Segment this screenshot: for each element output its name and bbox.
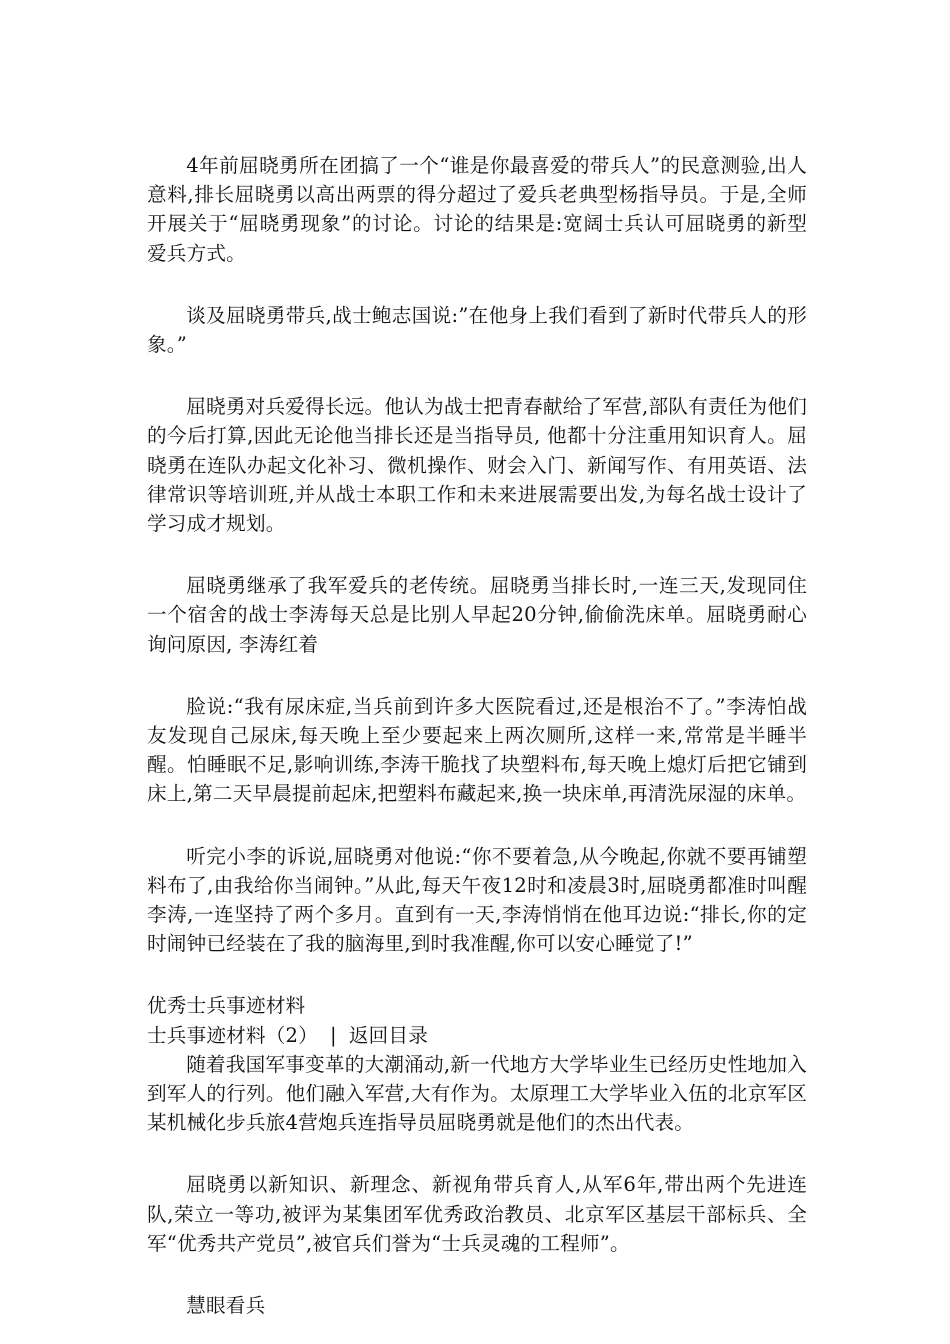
paragraph-education: 屈晓勇对兵爱得长远。他认为战士把青春献给了军营,部队有责任为他们的今后打算,因此无论他当排长还是当指导员, 他都十分注重用知识育人。屈晓勇在连队办起文化补习、微机操作、财会入门、新闻写作、有用英语、法律常识等培训班,并从战士本职工作和未来进展需要出发,为每名战士设计了学习成才规划。 [147, 395, 807, 536]
breadcrumb [147, 1021, 807, 1050]
paragraph-poll: 4年前屈晓勇所在团搞了一个“谁是你最喜爱的带兵人”的民意测验,出人意料,排长屈晓勇以高出两票的得分超过了爱兵老典型杨指导员。于是,全师开展关于“屈晓勇现象”的讨论。讨论的结果是:宽阔士兵认可屈晓勇的新型爱兵方式。 [147, 154, 807, 265]
paragraph-li-tao: 脸说:“我有尿床症,当兵前到许多大医院看过,还是根治不了。”李涛怕战友发现自己尿床,每天晚上至少要起来上两次厕所,这样一来,常常是半睡半醒。怕睡眠不足,影响训练,李涛干脆找了块塑料布,每天晚上熄灯后把它铺到床上,第二天早晨提前起床,把塑料布藏起来,换一块床单,再清洗尿湿的床单。 [147, 694, 807, 806]
subheading-insight: 慧眼看兵 [186, 1294, 266, 1318]
section-title: 优秀士兵事迹材料 [147, 994, 306, 1018]
nav-current-link[interactable]: 士兵事迹材料（2） [147, 1023, 319, 1047]
paragraph-quote-bao: 谈及屈晓勇带兵,战士鲍志国说:”在他身上我们看到了新时代带兵人的形象。” [147, 303, 807, 357]
nav-separator: | [330, 1023, 337, 1047]
back-to-toc-link[interactable]: 返回目录 [348, 1023, 429, 1047]
paragraph-intro: 随着我国军事变革的大潮涌动,新一代地方大学毕业生已经历史性地加入到军人的行列。他们融入军营,大有作为。太原理工大学毕业入伍的北京军区某机械化步兵旅4营炮兵连指导员屈晓勇就是他们的杰出代表。 [147, 1052, 807, 1135]
article-body [147, 151, 807, 1320]
paragraph-honors: 屈晓勇以新知识、新理念、新视角带兵育人,从军6年,带出两个先进连队,荣立一等功,被评为某集团军优秀政治教员、北京军区基层干部标兵、全军“优秀共产党员”,被官兵们誉为“士兵灵魂的工程师”。 [147, 1173, 807, 1255]
paragraph-alarm-clock: 听完小李的诉说,屈晓勇对他说:“你不要着急,从今晚起,你就不要再铺塑料布了,由我给你当闹钟。”从此,每天午夜12时和凌晨3时,屈晓勇都准时叫醒李涛,一连坚持了两个多月。直到有一天,李涛悄悄在他耳边说:“排长,你的定时闹钟已经装在了我的脑海里,到时我准醒,你可以安心睡觉了!” [147, 844, 807, 956]
paragraph-tradition: 屈晓勇继承了我军爱兵的老传统。屈晓勇当排长时,一连三天,发现同住一个宿舍的战士李涛每天总是比别人早起20分钟,偷偷洗床单。屈晓勇耐心询问原因, 李涛红着 [147, 574, 807, 656]
